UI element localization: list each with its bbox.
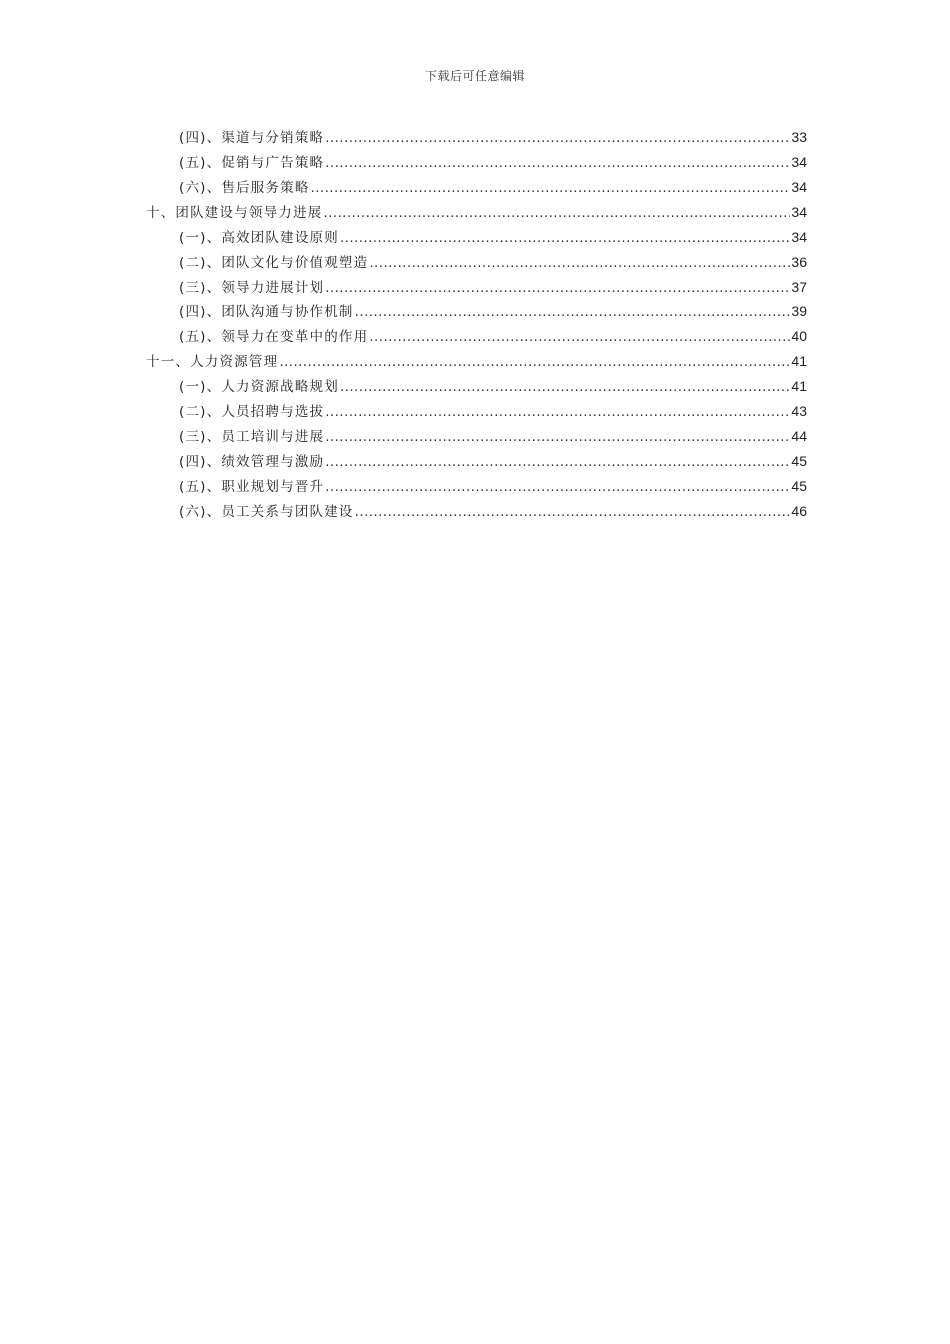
toc-entry-title: (二)、团队文化与价值观塑造: [179, 254, 369, 271]
toc-dot-leader: [325, 479, 790, 495]
toc-dot-leader: [325, 130, 790, 146]
toc-dot-leader: [323, 205, 790, 221]
toc-entry-title: (一)、高效团队建设原则: [179, 229, 339, 246]
toc-entry-page: 37: [791, 278, 807, 295]
toc-chapter-entry[interactable]: [146, 350, 807, 375]
toc-dot-leader: [355, 504, 791, 520]
toc-entry-page: 33: [791, 129, 807, 145]
toc-entry[interactable]: [146, 300, 807, 325]
toc-entry-page: 34: [791, 228, 807, 245]
toc-entry-page: 43: [791, 403, 807, 420]
toc-dot-leader: [279, 354, 790, 370]
toc-entry-title: (三)、领导力进展计划: [179, 279, 325, 296]
toc-entry-page: 34: [791, 178, 807, 195]
toc-entry[interactable]: [146, 400, 807, 425]
toc-entry-title: (四)、绩效管理与激励: [179, 453, 325, 470]
toc-dot-leader: [355, 304, 791, 320]
toc-entry-page: 46: [791, 502, 807, 519]
toc-entry-page: 36: [791, 253, 807, 270]
toc-entry[interactable]: [146, 226, 807, 251]
toc-entry[interactable]: [146, 325, 807, 350]
toc-dot-leader: [311, 180, 791, 196]
toc-entry-title: 十一、人力资源管理: [146, 354, 279, 371]
toc-entry[interactable]: [146, 450, 807, 475]
toc-entry-title: (五)、职业规划与晋升: [179, 478, 325, 495]
toc-dot-leader: [325, 429, 790, 445]
toc-entry[interactable]: [146, 500, 807, 525]
toc-entry[interactable]: [146, 475, 807, 500]
toc-entry-page: 44: [791, 428, 807, 445]
table-of-contents: [146, 126, 807, 525]
toc-entry-title: (五)、促销与广告策略: [179, 154, 325, 171]
toc-entry-page: 34: [791, 153, 807, 170]
toc-dot-leader: [369, 329, 790, 345]
toc-entry[interactable]: [146, 151, 807, 176]
toc-dot-leader: [340, 230, 790, 246]
toc-entry-title: 十、团队建设与领导力进展: [146, 204, 323, 221]
toc-dot-leader: [325, 280, 790, 296]
toc-entry-title: (一)、人力资源战略规划: [179, 379, 339, 396]
toc-entry[interactable]: [146, 425, 807, 450]
toc-entry[interactable]: [146, 375, 807, 400]
toc-entry-title: (六)、售后服务策略: [179, 179, 310, 196]
toc-entry-page: 40: [791, 328, 807, 345]
toc-entry-page: 45: [791, 452, 807, 469]
toc-entry-title: (六)、员工关系与团队建设: [179, 503, 354, 520]
toc-entry-title: (二)、人员招聘与选拔: [179, 404, 325, 421]
toc-entry-page: 41: [791, 353, 807, 370]
toc-entry[interactable]: [146, 126, 807, 151]
toc-entry-page: 39: [791, 303, 807, 320]
toc-entry[interactable]: [146, 276, 807, 301]
toc-entry-title: (五)、领导力在变革中的作用: [179, 329, 369, 346]
toc-entry-page: 41: [791, 378, 807, 395]
toc-entry-page: 45: [791, 477, 807, 494]
toc-entry-title: (四)、团队沟通与协作机制: [179, 304, 354, 321]
toc-entry[interactable]: [146, 176, 807, 201]
toc-entry[interactable]: [146, 251, 807, 276]
toc-entry-page: 34: [791, 203, 807, 220]
toc-dot-leader: [369, 255, 790, 271]
toc-dot-leader: [325, 404, 790, 420]
page-header: 下载后可任意编辑: [424, 69, 525, 83]
toc-dot-leader: [340, 379, 790, 395]
toc-entry-title: (三)、员工培训与进展: [179, 429, 325, 446]
toc-dot-leader: [325, 155, 790, 171]
toc-entry-title: (四)、渠道与分销策略: [179, 130, 325, 146]
toc-chapter-entry[interactable]: [146, 201, 807, 226]
toc-dot-leader: [325, 454, 790, 470]
